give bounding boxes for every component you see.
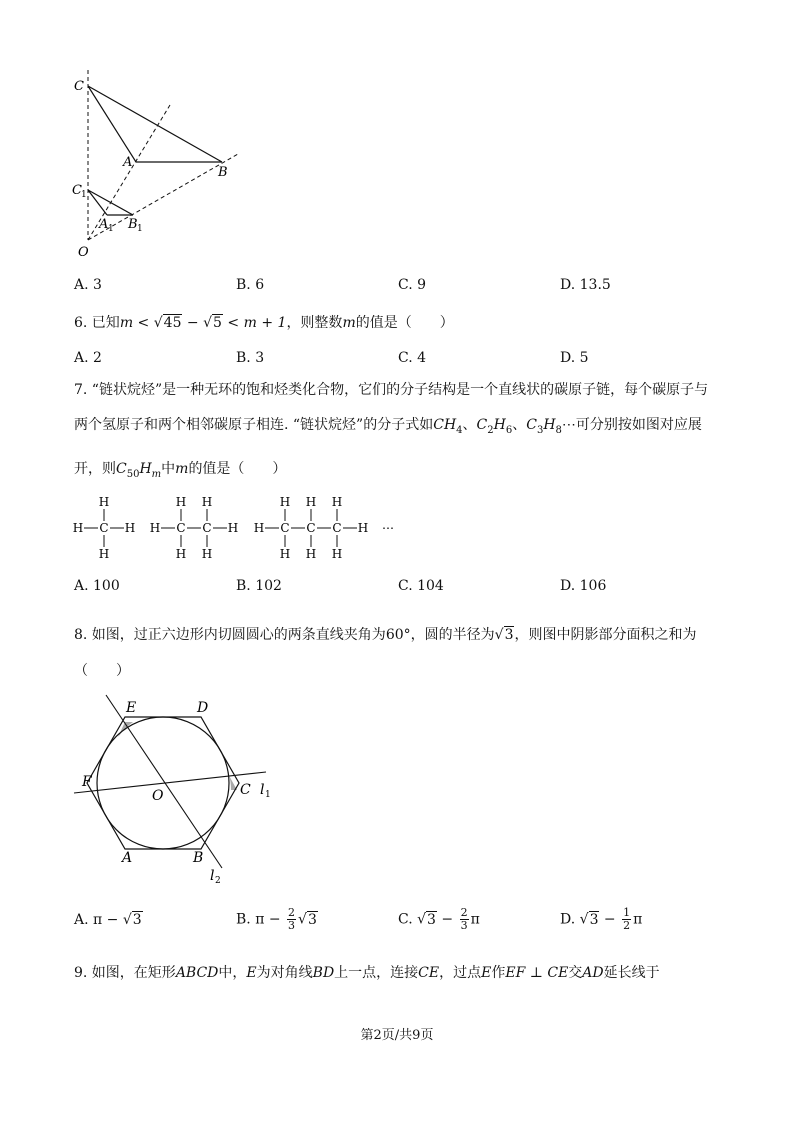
q8-optD-mid: − bbox=[599, 911, 621, 928]
q8-line1-c: ，则图中阴影部分面积之和为 bbox=[514, 627, 697, 643]
mol3-c2: C bbox=[306, 521, 316, 535]
mol1-h-left: H bbox=[72, 521, 84, 535]
mol2-h-top1: H bbox=[175, 495, 187, 509]
q6-option-c[interactable]: C. 4 bbox=[398, 350, 427, 366]
q8-optD-num: 1 bbox=[623, 906, 631, 919]
q6-options bbox=[74, 350, 754, 372]
q6-number: 6. 已知 bbox=[74, 315, 120, 331]
q6-sqrt45: 45 bbox=[163, 315, 182, 331]
q8-line2: （ ） bbox=[74, 663, 130, 679]
q6-stem: 6. 已知m < √45 − √5 < m + 1，则整数m的值是（ ） bbox=[74, 315, 454, 331]
q5-option-d[interactable]: D. 13.5 bbox=[560, 277, 611, 293]
q9-h: 延长线于 bbox=[603, 965, 660, 981]
mol2-h-left: H bbox=[149, 521, 161, 535]
q7-f1-n: 4 bbox=[456, 424, 463, 436]
q8-option-b[interactable]: B. π − $\frac{2}{3}$ √3 bbox=[236, 906, 317, 932]
fig8-label-l1-sub: 1 bbox=[265, 790, 271, 800]
q8-optA-pre: A. π − bbox=[74, 912, 123, 928]
q7-f2-C: C bbox=[476, 417, 488, 433]
q6-var-m: m bbox=[119, 315, 134, 331]
q7-f3-C: C bbox=[526, 417, 537, 433]
mol1-h-top: H bbox=[98, 495, 110, 509]
q7-f2-H: H bbox=[493, 417, 506, 433]
figure-hexagon-incircle bbox=[66, 690, 276, 890]
q6-tail1: ，则整数 bbox=[286, 315, 343, 331]
fig8-label-l1: l bbox=[260, 782, 265, 798]
q7-option-c[interactable]: C. 104 bbox=[398, 578, 444, 594]
q9-BD: BD bbox=[312, 965, 335, 981]
q8-option-a[interactable]: A. π − √3 bbox=[74, 912, 142, 928]
q9-stem bbox=[74, 962, 660, 982]
figure-alkane-structures bbox=[70, 492, 400, 564]
fig5-label-C1-sub: 1 bbox=[81, 190, 87, 200]
q8-optB-num: 2 bbox=[288, 906, 296, 919]
q8-line1-b: ，圆的半径为 bbox=[410, 627, 495, 643]
q9-e: ，过点 bbox=[439, 965, 482, 981]
mol2-c1: C bbox=[176, 521, 186, 535]
q8-line1: 8. 如图，过正六边形内切圆圆心的两条直线夹角为60°，圆的半径为√3，则图中阴影部分面积之和为 bbox=[74, 627, 697, 643]
q8-angle: 60° bbox=[385, 627, 411, 643]
mol3-h-top1: H bbox=[279, 495, 291, 509]
mol1-h-bottom: H bbox=[98, 547, 110, 561]
q8-radius: 3 bbox=[504, 627, 514, 643]
q7-f1-C: C bbox=[433, 417, 444, 433]
q8-optC-pre: C. bbox=[398, 911, 418, 928]
q6-sqrt5: 5 bbox=[213, 315, 222, 331]
mol3-h-bot3: H bbox=[331, 547, 343, 561]
mol3-h-top2: H bbox=[305, 495, 317, 509]
mol3-c3: C bbox=[332, 521, 342, 535]
q8-line1-a: 8. 如图，过正六边形内切圆圆心的两条直线夹角为 bbox=[74, 627, 386, 643]
q5-options bbox=[74, 277, 754, 299]
q7-f4-cn: 50 bbox=[126, 468, 140, 480]
fig8-label-F: F bbox=[82, 774, 92, 790]
q7-line3 bbox=[74, 458, 286, 480]
q7-sep2: 、 bbox=[512, 417, 527, 433]
mol3-c1: C bbox=[280, 521, 290, 535]
mol2-h-bot1: H bbox=[175, 547, 187, 561]
q8-optC-post: π bbox=[470, 911, 480, 928]
q6-tail2: 的值是（ ） bbox=[355, 315, 454, 331]
q7-f3-n: 8 bbox=[555, 424, 562, 436]
q8-optC-den: 3 bbox=[460, 919, 468, 932]
fig8-label-D: D bbox=[197, 700, 209, 716]
q8-optB-pre: B. π − bbox=[236, 911, 286, 928]
q9-a: 9. 如图，在矩形 bbox=[74, 965, 176, 981]
q9-CE2: CE bbox=[547, 965, 569, 981]
q8-options bbox=[74, 906, 754, 942]
q7-f4-H: H bbox=[139, 461, 152, 477]
q8-optD-sqrt: 3 bbox=[589, 911, 599, 928]
q7-line3-a: 开，则 bbox=[74, 461, 116, 477]
q7-f1-H: H bbox=[443, 417, 457, 433]
figure-similar-triangles bbox=[60, 60, 260, 270]
q7-f3-H: H bbox=[543, 417, 556, 433]
mol3-h-bot1: H bbox=[279, 547, 291, 561]
fig5-label-A1: A bbox=[99, 217, 109, 232]
q7-var-m: m bbox=[175, 461, 189, 477]
q5-option-b[interactable]: B. 6 bbox=[236, 277, 265, 293]
q9-ABCD: ABCD bbox=[175, 965, 219, 981]
fig8-label-l2: l bbox=[210, 868, 215, 884]
fig5-label-B: B bbox=[218, 165, 228, 180]
fig8-label-E: E bbox=[126, 700, 137, 716]
fig8-label-l2-sub: 2 bbox=[215, 876, 221, 886]
q7-line2 bbox=[74, 414, 702, 436]
fig5-label-A1-sub: 1 bbox=[108, 224, 114, 234]
mol1-c: C bbox=[99, 521, 109, 535]
q9-CE1: CE bbox=[418, 965, 440, 981]
q9-d: 上一点，连接 bbox=[334, 965, 419, 981]
fig5-label-C: C bbox=[74, 79, 84, 94]
q9-b: 中， bbox=[218, 965, 247, 981]
q8-optC-frac bbox=[460, 907, 469, 932]
q7-line3-c: 的值是（ ） bbox=[188, 461, 287, 477]
q8-optD-post: π bbox=[633, 911, 643, 928]
q8-optB-den: 3 bbox=[288, 919, 296, 932]
q7-option-b[interactable]: B. 102 bbox=[236, 578, 282, 594]
q8-optC-num: 2 bbox=[460, 906, 468, 919]
fig5-label-B1: B bbox=[128, 217, 138, 232]
q7-options bbox=[74, 578, 754, 600]
q8-option-c[interactable]: C. √3 − $\frac{2}{3}$ π bbox=[398, 906, 480, 932]
q7-f4-C: C bbox=[116, 461, 127, 477]
mol3-h-right: H bbox=[357, 521, 369, 535]
fig5-label-B1-sub: 1 bbox=[137, 224, 143, 234]
q7-line1: 7. “链状烷烃”是一种无环的饱和烃类化合物，它们的分子结构是一个直线状的碳原子链，每个碳原子与 bbox=[74, 382, 709, 398]
q8-optA-sqrt: 3 bbox=[132, 912, 142, 928]
q8-optD-pre: D. bbox=[560, 911, 580, 928]
mol3-h-top3: H bbox=[331, 495, 343, 509]
fig8-label-A: A bbox=[122, 850, 133, 866]
q9-AD: AD bbox=[582, 965, 604, 981]
q8-optD-frac bbox=[622, 907, 631, 932]
q5-option-a[interactable]: A. 3 bbox=[74, 277, 102, 293]
q9-f: 作 bbox=[491, 965, 506, 981]
q7-f2-cn: 2 bbox=[487, 424, 494, 436]
q6-option-d[interactable]: D. 5 bbox=[560, 350, 589, 366]
q9-EF: EF bbox=[505, 965, 526, 981]
q8-optC-mid: − bbox=[436, 911, 458, 928]
page-footer: 第2页/共9页 bbox=[360, 1028, 434, 1043]
mol2-h-bot2: H bbox=[201, 547, 213, 561]
q7-sep1: 、 bbox=[462, 417, 477, 433]
q7-f4-n: m bbox=[151, 468, 162, 480]
q7-option-d[interactable]: D. 106 bbox=[560, 578, 607, 594]
q7-f3-cn: 3 bbox=[536, 424, 544, 436]
q8-option-d[interactable]: D. √3 − $\frac{1}{2}$ π bbox=[560, 906, 643, 932]
q6-mplus1: m + 1 bbox=[243, 315, 287, 331]
q6-option-b[interactable]: B. 3 bbox=[236, 350, 265, 366]
q8-optB-sqrt: 3 bbox=[307, 911, 317, 928]
fig5-label-C1: C bbox=[72, 183, 82, 198]
mol1-h-right: H bbox=[124, 521, 136, 535]
fig8-label-B: B bbox=[193, 850, 204, 866]
q9-E2: E bbox=[481, 965, 492, 981]
q8-optB-frac bbox=[287, 907, 296, 932]
fig5-label-O: O bbox=[78, 245, 89, 260]
mol3-h-left: H bbox=[253, 521, 265, 535]
q6-minus: − bbox=[182, 315, 204, 331]
fig8-label-C: C bbox=[240, 782, 251, 798]
q9-perp: ⊥ bbox=[525, 965, 548, 981]
q9-E1: E bbox=[246, 965, 257, 981]
q7-line2-a: 两个氢原子和两个相邻碳原子相连. “链状烷烃”的分子式如 bbox=[74, 417, 434, 433]
q7-line2-b: ⋯可分别按如图对应展 bbox=[561, 417, 702, 433]
q5-option-c[interactable]: C. 9 bbox=[398, 277, 427, 293]
q7-option-a[interactable]: A. 100 bbox=[74, 578, 120, 594]
q6-option-a[interactable]: A. 2 bbox=[74, 350, 102, 366]
mol-ellipsis: ⋯ bbox=[382, 521, 394, 535]
q6-lt1: < bbox=[133, 315, 154, 331]
mol2-h-top2: H bbox=[201, 495, 213, 509]
fig8-label-O: O bbox=[152, 788, 164, 804]
q9-g: 交 bbox=[568, 965, 583, 981]
q6-lt2: < bbox=[222, 315, 244, 331]
q7-line3-b: 中 bbox=[161, 461, 176, 477]
fig5-label-A: A bbox=[123, 155, 133, 170]
mol2-h-right: H bbox=[227, 521, 239, 535]
q7-f2-n: 6 bbox=[505, 424, 513, 436]
q9-c: 为对角线 bbox=[256, 965, 313, 981]
q6-var-m2: m bbox=[342, 315, 356, 331]
mol3-h-bot2: H bbox=[305, 547, 317, 561]
q8-optC-sqrt: 3 bbox=[427, 911, 436, 928]
q8-optD-den: 2 bbox=[623, 919, 631, 932]
mol2-c2: C bbox=[202, 521, 212, 535]
